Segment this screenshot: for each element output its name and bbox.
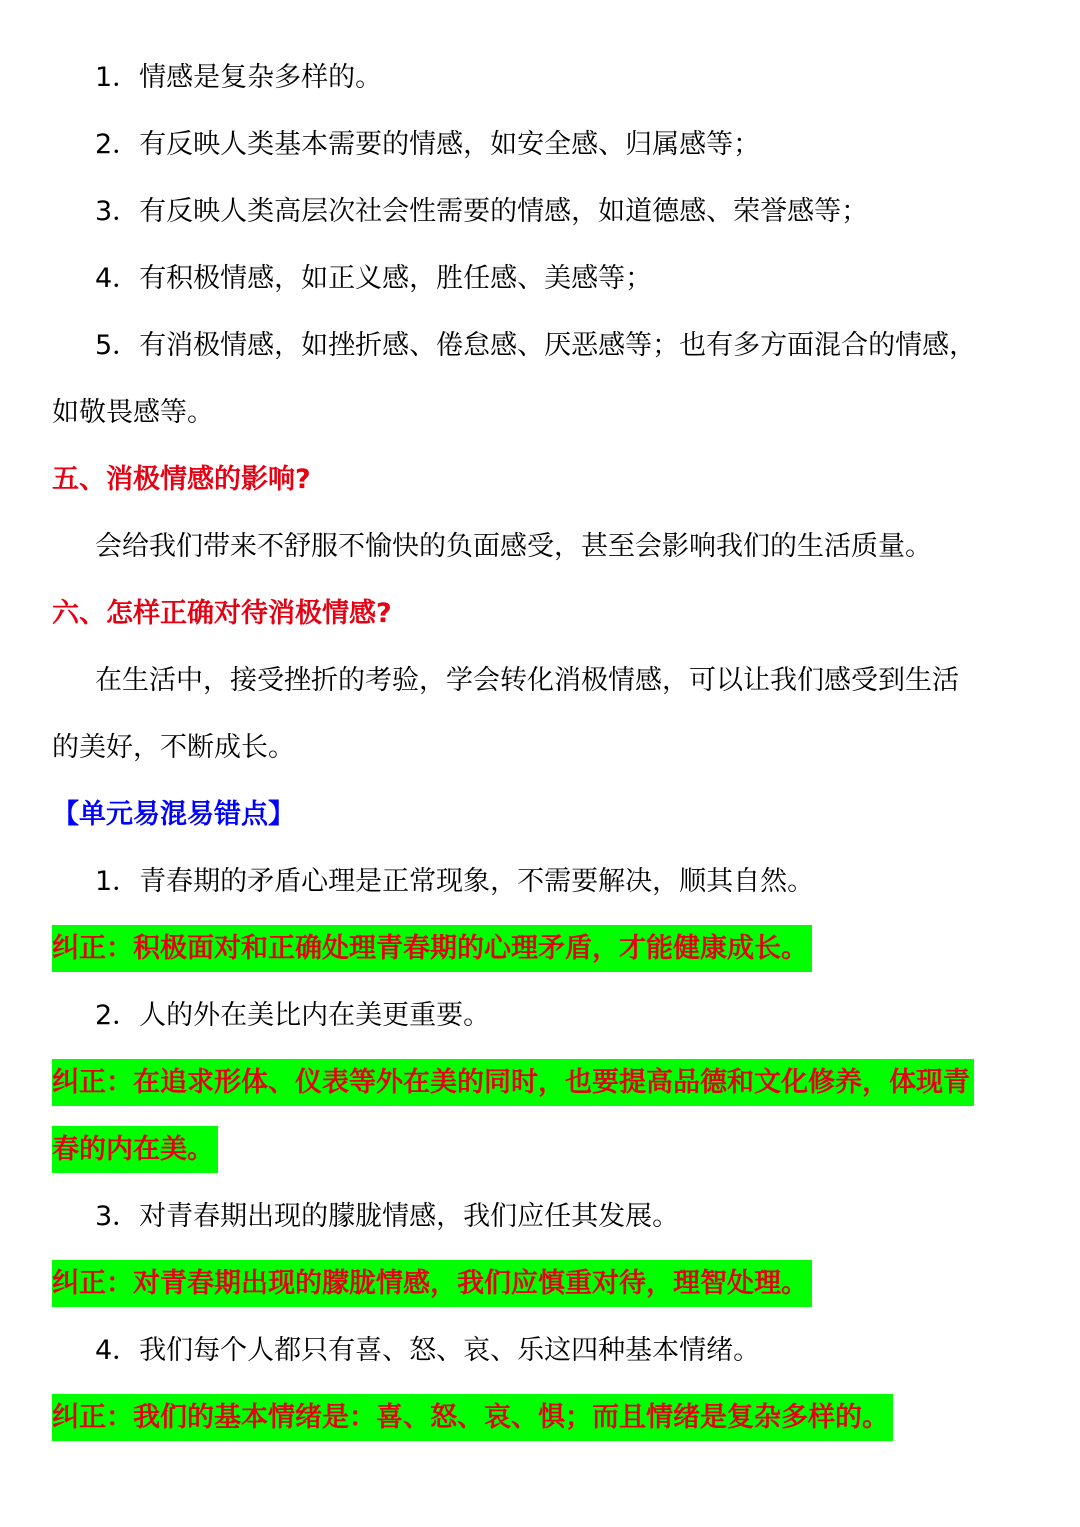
mistake-statement: 3．对青春期出现的朦胧情感，我们应任其发展。: [95, 1201, 680, 1232]
list-item: 3．有反映人类高层次社会性需要的情感，如道德感、荣誉感等；: [95, 196, 869, 227]
mistake-correction-continuation: [52, 1116, 1028, 1183]
correction-highlight: 纠正：在追求形体、仪表等外在美的同时，也要提高品德和文化修养，体现青: [52, 1059, 974, 1106]
section-heading-handle-negative-emotion: 六、怎样正确对待消极情感?: [52, 598, 392, 629]
section-body-continuation: 的美好，不断成长。: [52, 732, 295, 763]
correction-highlight: 纠正：对青春期出现的朦胧情感，我们应慎重对待，理智处理。: [52, 1260, 812, 1307]
mistake-correction: [52, 1049, 1028, 1116]
section-body: 会给我们带来不舒服不愉快的负面感受，甚至会影响我们的生活质量。: [95, 531, 932, 562]
section-body: 在生活中，接受挫折的考验，学会转化消极情感，可以让我们感受到生活: [95, 665, 959, 696]
correction-highlight: 纠正：积极面对和正确处理青春期的心理矛盾，才能健康成长。: [52, 925, 812, 972]
mistake-statement: 2．人的外在美比内在美更重要。: [95, 1000, 491, 1031]
section-heading-negative-emotion-impact: 五、消极情感的影响?: [52, 464, 311, 495]
mistake-correction: [52, 1250, 1028, 1317]
list-item: 2．有反映人类基本需要的情感，如安全感、归属感等；: [95, 129, 761, 160]
mistakes-heading: 【单元易混易错点】: [52, 799, 295, 830]
mistake-statement: 4．我们每个人都只有喜、怒、哀、乐这四种基本情绪。: [95, 1335, 761, 1366]
list-item: 1．情感是复杂多样的。: [95, 62, 383, 93]
correction-highlight: 春的内在美。: [52, 1126, 218, 1173]
mistake-statement: 1．青春期的矛盾心理是正常现象，不需要解决，顺其自然。: [95, 866, 815, 897]
list-item-continuation: 如敬畏感等。: [52, 397, 214, 428]
list-item: 4．有积极情感，如正义感，胜任感、美感等；: [95, 263, 653, 294]
correction-highlight: 纠正：我们的基本情绪是：喜、怒、哀、惧；而且情绪是复杂多样的。: [52, 1394, 893, 1441]
mistake-correction: [52, 915, 1028, 982]
list-item: 5．有消极情感，如挫折感、倦怠感、厌恶感等；也有多方面混合的情感，: [95, 330, 977, 361]
mistake-correction: [52, 1384, 1028, 1451]
